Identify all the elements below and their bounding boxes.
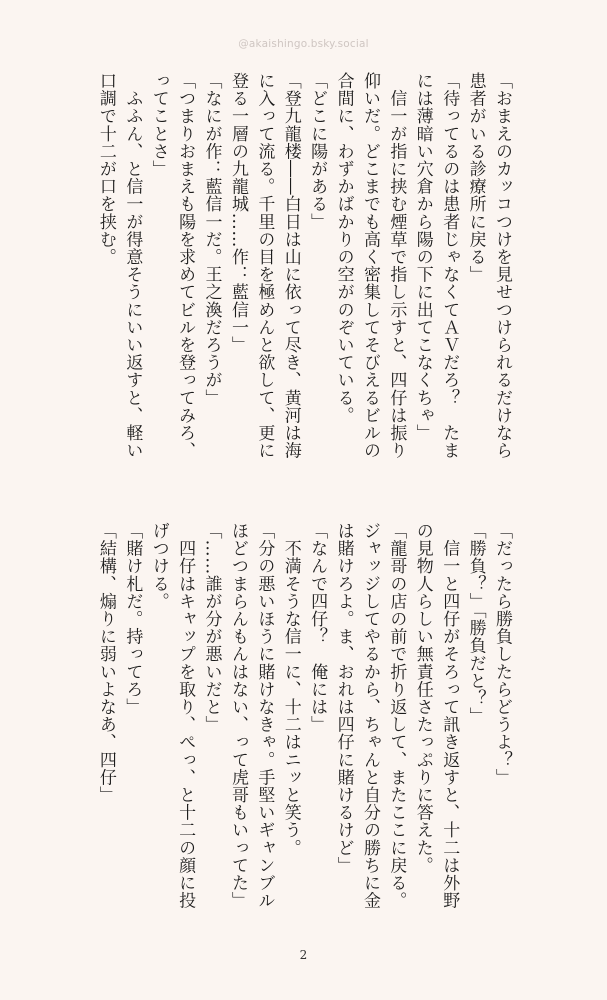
- text-line: の見物人らしい無責任さたっぷりに答えた。: [412, 522, 433, 874]
- text-line: 信一が指に挟む煙草で指し示すと、四仔は振り: [386, 72, 407, 460]
- text-line: 登る一層の九龍城……作：藍信一」: [227, 72, 248, 354]
- text-line: 「なんで四仔？ 俺には」: [307, 522, 328, 734]
- text-block-bottom: [95, 522, 515, 910]
- text-line: ジャッジしてやるから、ちゃんと自分の勝ちに金: [359, 522, 380, 910]
- text-line: 口調で十二が口を挟む。: [95, 72, 116, 266]
- watermark: @akaishingo.bsky.social: [238, 38, 369, 50]
- text-line: 不満そうな信一に、十二はニッと笑う。: [280, 522, 301, 857]
- text-block-top: [95, 72, 515, 460]
- text-line: 「どこに陽がある」: [307, 72, 328, 231]
- text-line: には薄暗い穴倉から陽の下に出てこなくちゃ」: [412, 72, 433, 442]
- text-line: 四仔はキャップを取り、ぺっ、と十二の顔に投: [175, 522, 196, 910]
- text-line: げつける。: [148, 522, 169, 610]
- text-line: 「なにが作：藍信一だ。王之渙だろうが」: [201, 72, 222, 407]
- text-line: 「結構、煽りに弱いよなあ、四仔」: [95, 522, 116, 804]
- text-line: 合間に、わずかばかりの空がのぞいている。: [333, 72, 354, 424]
- text-line: 「勝負？」「勝負だと？」: [465, 522, 486, 725]
- text-line: 患者がいる診療所に戻る」: [465, 72, 486, 284]
- text-line: 「待ってるのは患者じゃなくてＡＶだろ？ たま: [439, 72, 460, 460]
- text-line: ふふん、と信一が得意そうにいい返すと、軽い: [122, 72, 143, 460]
- text-line: 「登九龍楼――白日は山に依って尽き、黄河は海: [280, 72, 301, 460]
- text-line: 「つまりおまえも陽を求めてビルを登ってみろ、: [175, 72, 196, 460]
- text-line: 「……誰が分が悪いだと」: [201, 522, 222, 734]
- text-line: 「だったら勝負したらどうよ？」: [492, 522, 512, 786]
- text-line: ほどつまらんもんはない、って虎哥もいってた」: [227, 522, 248, 910]
- text-line: 「龍哥の店の前で折り返して、またここに戻る。: [386, 522, 407, 910]
- text-line: 「分の悪いほうに賭けなきゃ。手堅いギャンブル: [254, 522, 275, 910]
- text-line: ってことさ」: [148, 72, 169, 178]
- text-line: 「賭け札だ。持ってろ」: [122, 522, 143, 716]
- text-line: は賭けろよ。ま、おれは四仔に賭けるけど」: [333, 522, 354, 874]
- text-line: に入って流る。千里の目を極めんと欲して、更に: [254, 72, 275, 460]
- page-number: 2: [299, 948, 308, 962]
- text-line: 信一と四仔がそろって訊き返すと、十二は外野: [439, 522, 460, 910]
- text-line: 「おまえのカッコつけを見せつけられるだけなら: [492, 72, 512, 460]
- text-line: 仰いだ。どこまでも高く密集してそびえるビルの: [359, 72, 380, 460]
